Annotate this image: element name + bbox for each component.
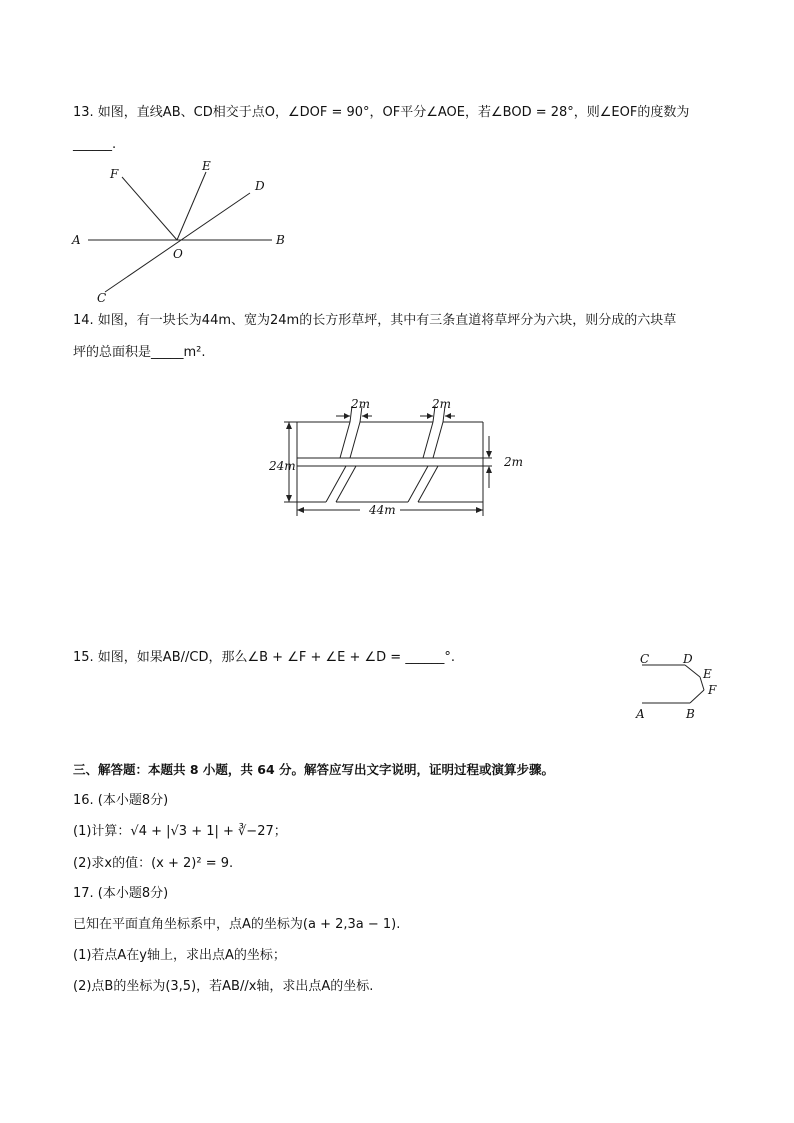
q13-label-o: O	[173, 247, 183, 261]
q15-label-c: C	[640, 652, 650, 666]
q17-part1: (1)若点A在y轴上，求出点A的坐标；	[73, 948, 286, 963]
q13-label-b: B	[276, 233, 285, 247]
q13-label-f: F	[110, 167, 119, 181]
q13-blank: ______.	[73, 137, 117, 152]
q13-label-c: C	[97, 291, 107, 305]
q14-label-left: 24m	[269, 459, 296, 473]
q16-part1: (1)计算：√4 + |√3 + 1| + ∛−27；	[73, 824, 287, 839]
q13-label-a: A	[72, 233, 81, 247]
q13-text: 13. 如图，直线AB、CD相交于点O，∠DOF = 90°，OF平分∠AOE，若∠BOD = 28°，则∠EOF的度数为	[73, 105, 690, 120]
q15-label-d: D	[683, 652, 693, 666]
q14-figure	[260, 392, 540, 527]
q14-label-right: 2m	[504, 455, 524, 469]
q14-blank: 坪的总面积是_____m².	[73, 345, 206, 360]
section-title: 三、解答题：本题共 8 小题，共 64 分。解答应写出文字说明，证明过程或演算步骤。	[73, 762, 555, 777]
q17-intro: 已知在平面直角坐标系中，点A的坐标为(a + 2,3a − 1).	[73, 917, 401, 932]
q13-label-e: E	[202, 159, 211, 173]
q15-label-e: E	[703, 667, 712, 681]
q14-label-top-right: 2m	[432, 397, 452, 411]
q14-text: 14. 如图，有一块长为44m、宽为24m的长方形草坪，其中有三条直道将草坪分为六块，则分成的六块草	[73, 313, 677, 328]
q13-label-d: D	[255, 179, 265, 193]
q13-figure	[60, 150, 300, 310]
q15-label-b: B	[686, 707, 695, 721]
q14-label-bottom: 44m	[369, 503, 396, 517]
q16-part2: (2)求x的值：(x + 2)² = 9.	[73, 856, 234, 871]
q17-header: 17. (本小题8分)	[73, 886, 169, 901]
q15-label-f: F	[708, 683, 717, 697]
q16-header: 16. (本小题8分)	[73, 793, 169, 808]
q15-text: 15. 如图，如果AB//CD，那么∠B + ∠F + ∠E + ∠D = ______°.	[73, 650, 455, 665]
q14-label-top-left: 2m	[351, 397, 371, 411]
q15-label-a: A	[636, 707, 645, 721]
q17-part2: (2)点B的坐标为(3,5)，若AB//x轴，求出点A的坐标.	[73, 979, 374, 994]
q15-figure	[630, 648, 730, 728]
